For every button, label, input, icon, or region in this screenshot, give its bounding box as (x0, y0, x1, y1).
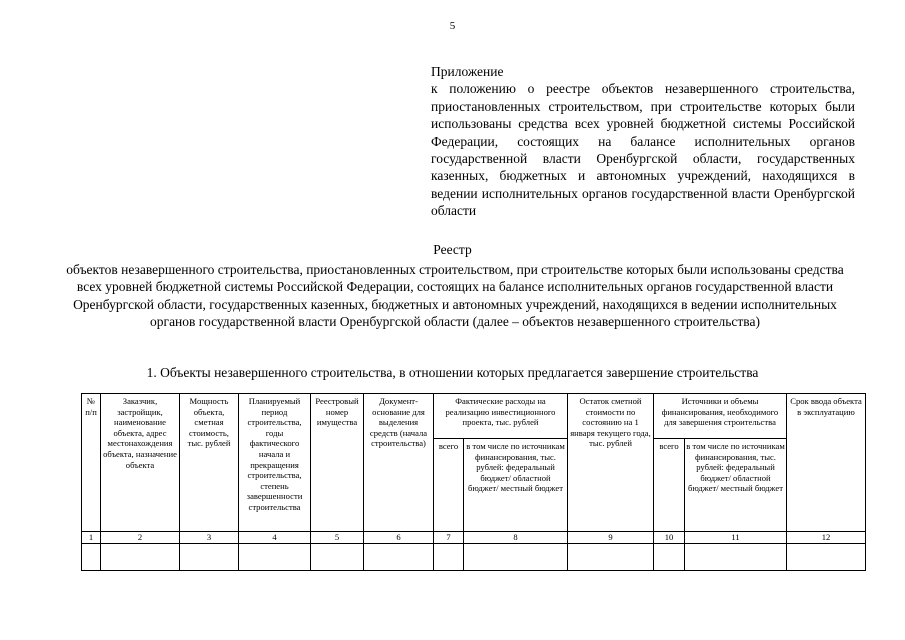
header-row-top (82, 394, 866, 439)
header-col-1: № п/п (82, 394, 101, 532)
header-col-8: в том числе по источникам финансирования, тыс. рублей: федеральный бюджет/ областной бюджет/ местный бюджет (464, 439, 568, 532)
column-number: 12 (787, 532, 866, 544)
header-col-10: всего (654, 439, 685, 532)
table-cell (82, 544, 101, 571)
column-number: 9 (568, 532, 654, 544)
column-number: 10 (654, 532, 685, 544)
table-cell (787, 544, 866, 571)
column-number: 8 (464, 532, 568, 544)
column-number: 6 (364, 532, 434, 544)
table-cell (239, 544, 311, 571)
header-col-11: в том числе по источникам финансирования, тыс. рублей: федеральный бюджет/ областной бюджет/ местный бюджет (685, 439, 787, 532)
table-cell (434, 544, 464, 571)
header-col-7-8: Фактические расходы на реализацию инвестиционного проекта, тыс. рублей (434, 394, 568, 439)
column-number: 3 (180, 532, 239, 544)
column-number: 1 (82, 532, 101, 544)
column-numbers-row (82, 532, 866, 544)
registry-title: Реестр (433, 242, 472, 257)
table-cell (311, 544, 364, 571)
header-col-9: Остаток сметной стоимости по состоянию на 1 января текущего года, тыс. рублей (568, 394, 654, 532)
column-number: 11 (685, 532, 787, 544)
table-cell (180, 544, 239, 571)
column-number: 5 (311, 532, 364, 544)
table-cell (364, 544, 434, 571)
section-title: 1. Объекты незавершенного строительства, в отношении которых предлагается завершение строительства (146, 365, 759, 380)
appendix-title: Приложение (431, 64, 504, 79)
table-cell (464, 544, 568, 571)
page-number: 5 (449, 20, 456, 32)
table-cell (568, 544, 654, 571)
table-cell (654, 544, 685, 571)
empty-data-row (82, 544, 866, 571)
column-number: 7 (434, 532, 464, 544)
table-cell (101, 544, 180, 571)
header-col-2: Заказчик, застройщик, наименование объекта, адрес местонахождения объекта, назначение объекта (101, 394, 180, 532)
header-col-5: Реестровый номер имущества (311, 394, 364, 532)
header-col-12: Срок ввода объекта в эксплуатацию (787, 394, 866, 532)
header-col-4: Планируемый период строительства, годы фактического начала и прекращения строительства, степень завершенности строительства (239, 394, 311, 532)
appendix-body: к положению о реестре объектов незавершенного строительства, приостановленных строительством, при строительстве которых были использованы средства всех уровней бюджетной системы Российской Федерации, состоящих на балансе исполнительных органов государственной власти Оренбургской области, государственных казенных, бюджетных и автономных учреждений, находящихся в ведении исполнительных органов государственной власти Оренбургской области (431, 81, 855, 219)
appendix-block (431, 63, 855, 220)
header-col-3: Мощность объекта, сметная стоимость, тыс. рублей (180, 394, 239, 532)
table-cell (685, 544, 787, 571)
column-number: 2 (101, 532, 180, 544)
column-number: 4 (239, 532, 311, 544)
header-col-10-11: Источники и объемы финансирования, необходимого для завершения строительства (654, 394, 787, 439)
header-col-7: всего (434, 439, 464, 532)
header-col-6: Документ-основание для выделения средств (начала строительства) (364, 394, 434, 532)
registry-description: объектов незавершенного строительства, приостановленных строительством, при строительстве которых были использованы средства всех уровней бюджетной системы Российской Федерации, состоящих на балансе исполнительных органов государственной власти Оренбургской области, государственных казенных, бюджетных и автономных учреждений, находящихся в ведении исполнительных органов государственной власти Оренбургской области (далее – объектов незавершенного строительства) (66, 262, 844, 330)
registry-table (81, 393, 866, 571)
